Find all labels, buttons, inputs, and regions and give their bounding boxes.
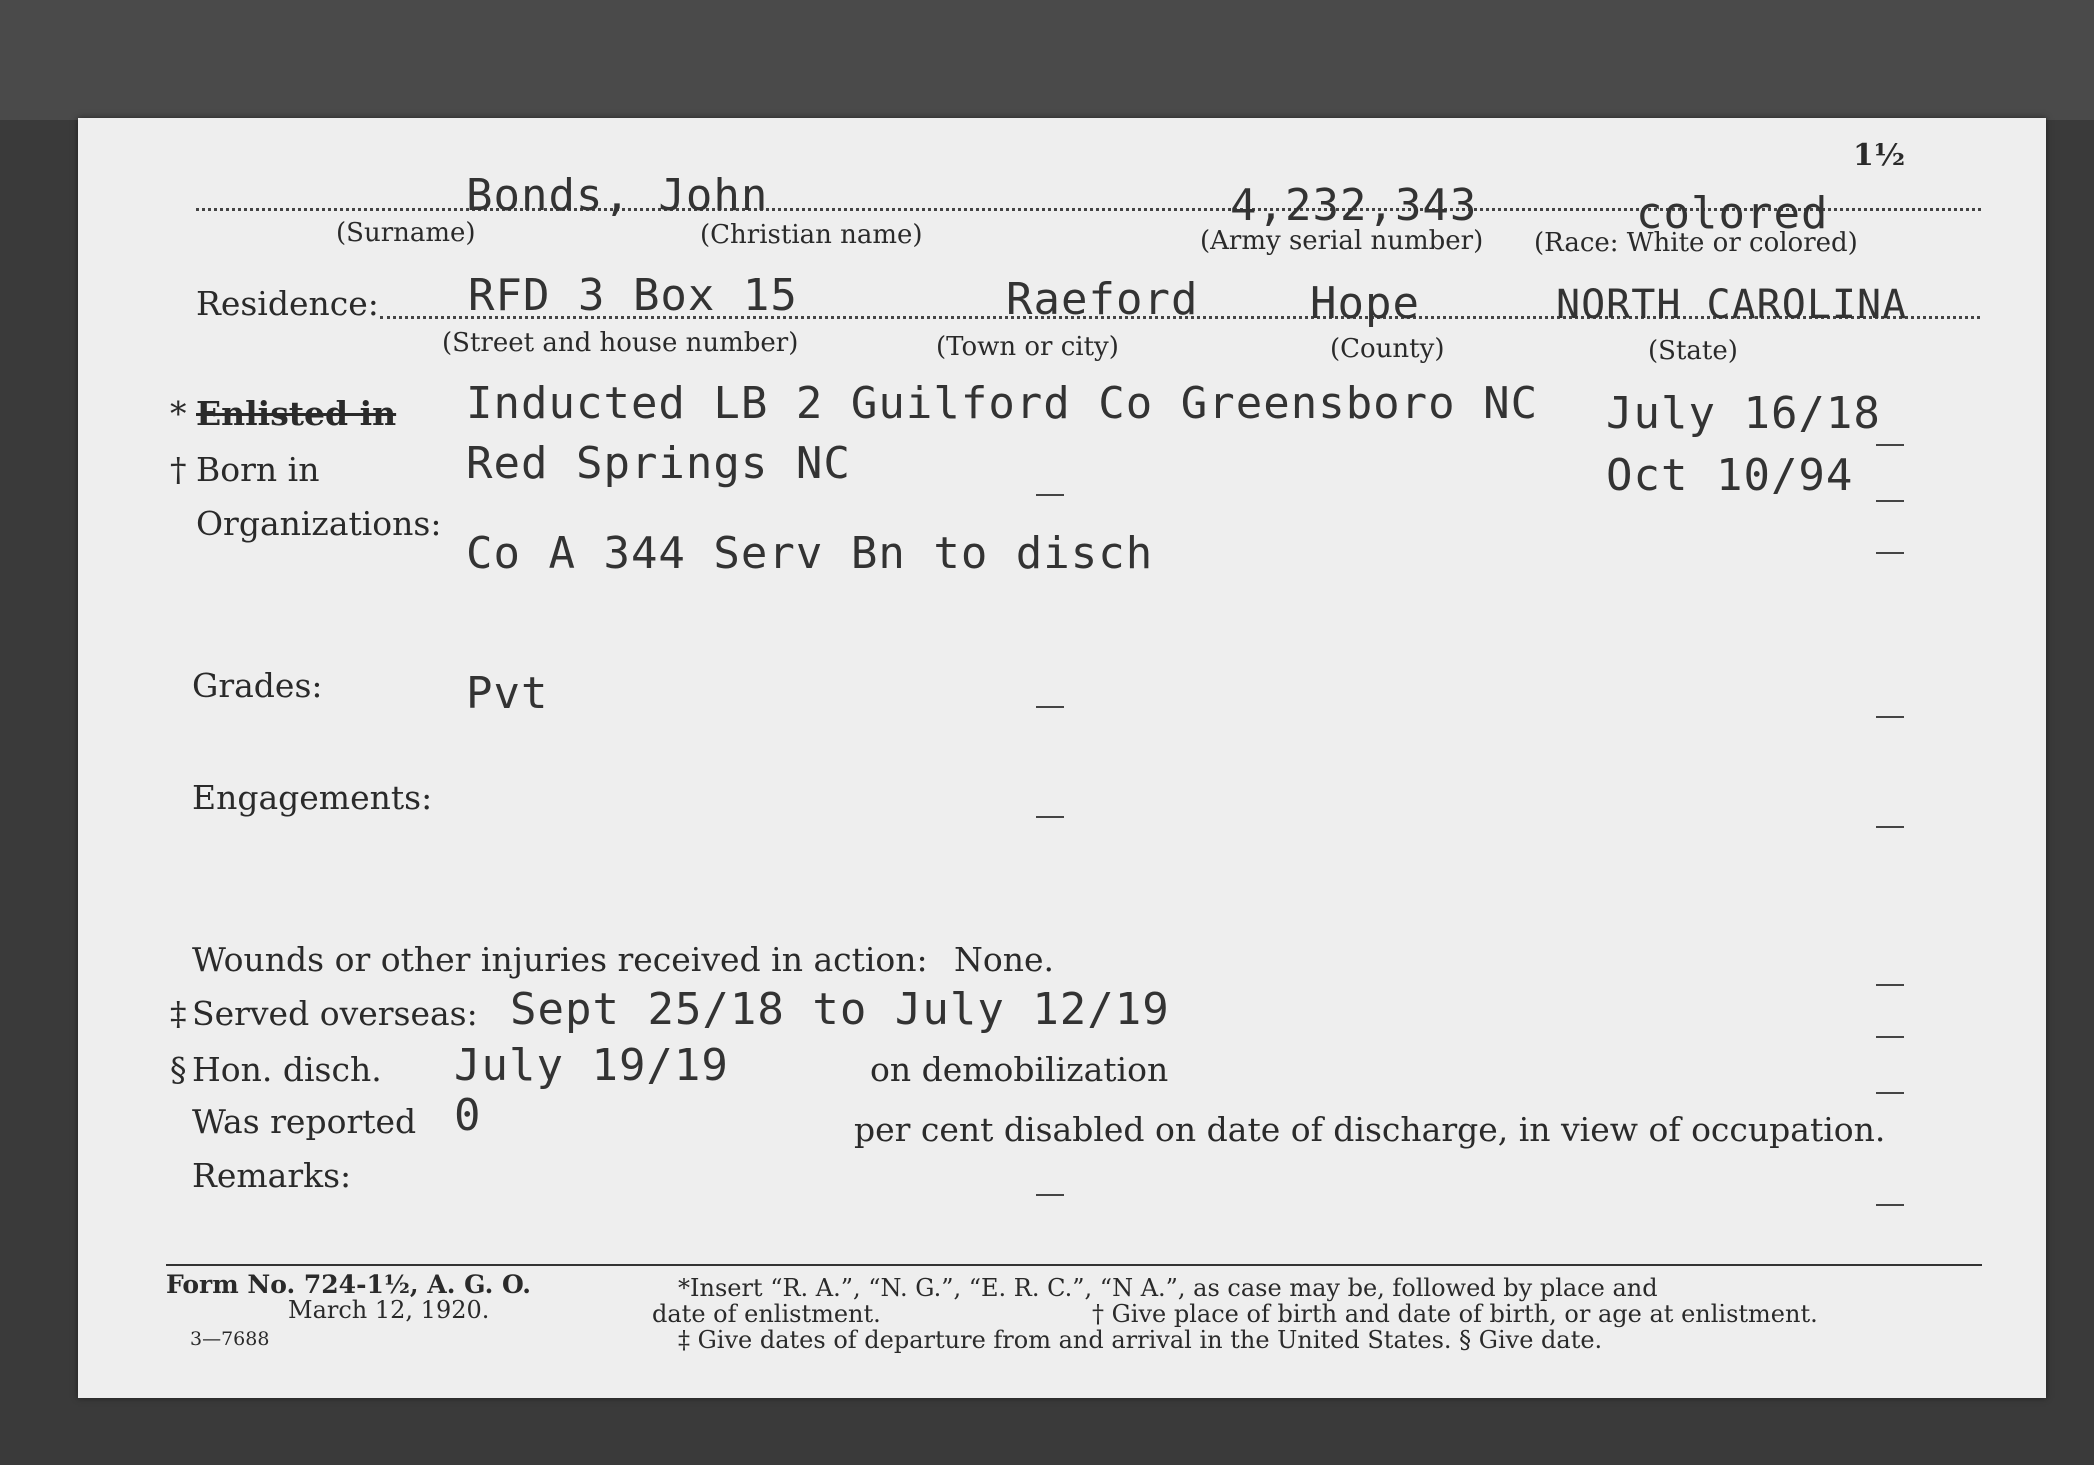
- hon-disch-dash: [1876, 1092, 1904, 1094]
- print-code: 3—7688: [190, 1328, 270, 1350]
- card-fraction: 1½: [1853, 138, 1906, 173]
- footnote-enlistment: date of enlistment.: [652, 1300, 881, 1328]
- remarks-dash-mid: [1036, 1194, 1064, 1196]
- surname-christian-name: Bonds, John: [466, 170, 769, 221]
- organizations-label: Organizations:: [196, 504, 442, 543]
- army-serial-number: 4,232,343: [1230, 180, 1478, 231]
- remarks-dash: [1876, 1204, 1904, 1206]
- residence-street: RFD 3 Box 15: [468, 270, 798, 321]
- christian-name-caption: (Christian name): [700, 220, 923, 250]
- footnote-overseas: ‡ Give dates of departure from and arrival in the United States. § Give date.: [678, 1326, 1603, 1354]
- reported-label: Was reported: [192, 1102, 417, 1141]
- enlisted-mark: *: [170, 394, 187, 433]
- born-date: Oct 10/94: [1606, 450, 1854, 501]
- grades-dash-mid: [1036, 706, 1064, 708]
- wounds-value: None.: [954, 940, 1055, 979]
- grades-label: Grades:: [192, 666, 323, 705]
- born-value: Red Springs NC: [466, 438, 851, 489]
- race-value: colored: [1636, 188, 1829, 239]
- residence-label: Residence:: [196, 284, 379, 323]
- hon-disch-date: July 19/19: [454, 1040, 729, 1091]
- footnote-birth: † Give place of birth and date of birth, or age at enlistment.: [1092, 1300, 1818, 1328]
- grades-dash: [1876, 716, 1904, 718]
- county-caption: (County): [1330, 334, 1445, 364]
- footnote-insert: *Insert “R. A.”, “N. G.”, “E. R. C.”, “N A.”, as case may be, followed by place and: [678, 1274, 1658, 1302]
- organizations-dash: [1876, 552, 1904, 554]
- enlisted-date: July 16/18: [1606, 388, 1881, 439]
- enlisted-value: Inducted LB 2 Guilford Co Greensboro NC: [466, 378, 1539, 429]
- town-caption: (Town or city): [936, 332, 1119, 362]
- race-caption: (Race: White or colored): [1534, 228, 1858, 258]
- hon-disch-mark: §: [170, 1050, 187, 1089]
- remarks-label: Remarks:: [192, 1156, 352, 1195]
- draft-record-card: [78, 118, 2046, 1398]
- born-mark: †: [170, 450, 187, 489]
- residence-county: Hope: [1310, 278, 1420, 329]
- enlisted-dash: [1876, 444, 1904, 446]
- born-dash: [1876, 500, 1904, 502]
- surname-caption: (Surname): [336, 218, 476, 248]
- born-label: Born in: [196, 450, 320, 489]
- engagements-dash: [1876, 826, 1904, 828]
- reported-value: 0: [454, 1090, 482, 1141]
- disabled-text: per cent disabled on date of discharge, in view of occupation.: [854, 1110, 1886, 1149]
- state-caption: (State): [1648, 336, 1738, 366]
- residence-state: NORTH CAROLINA: [1556, 282, 1908, 328]
- hon-disch-reason: on demobilization: [870, 1050, 1169, 1089]
- enlisted-label: Enlisted in: [196, 394, 397, 433]
- wounds-dash: [1876, 984, 1904, 986]
- form-date: March 12, 1920.: [288, 1296, 490, 1324]
- grades-value: Pvt: [466, 668, 549, 719]
- engagements-dash-mid: [1036, 816, 1064, 818]
- residence-town: Raeford: [1006, 274, 1199, 325]
- hon-disch-label: Hon. disch.: [192, 1050, 382, 1089]
- served-overseas-label: Served overseas:: [192, 994, 478, 1033]
- served-overseas-value: Sept 25/18 to July 12/19: [510, 984, 1170, 1035]
- serial-caption: (Army serial number): [1200, 226, 1484, 256]
- form-number: Form No. 724-1½, A. G. O.: [166, 1270, 532, 1299]
- served-dash: [1876, 1036, 1904, 1038]
- organizations-value: Co A 344 Serv Bn to disch: [466, 528, 1154, 579]
- wounds-label: Wounds or other injuries received in action:: [192, 940, 928, 979]
- served-mark: ‡: [170, 994, 187, 1033]
- street-caption: (Street and house number): [442, 328, 799, 358]
- born-dash-mid: [1036, 494, 1064, 496]
- engagements-label: Engagements:: [192, 778, 433, 817]
- scanner-background: [0, 0, 2094, 120]
- footer-rule: [166, 1264, 1982, 1266]
